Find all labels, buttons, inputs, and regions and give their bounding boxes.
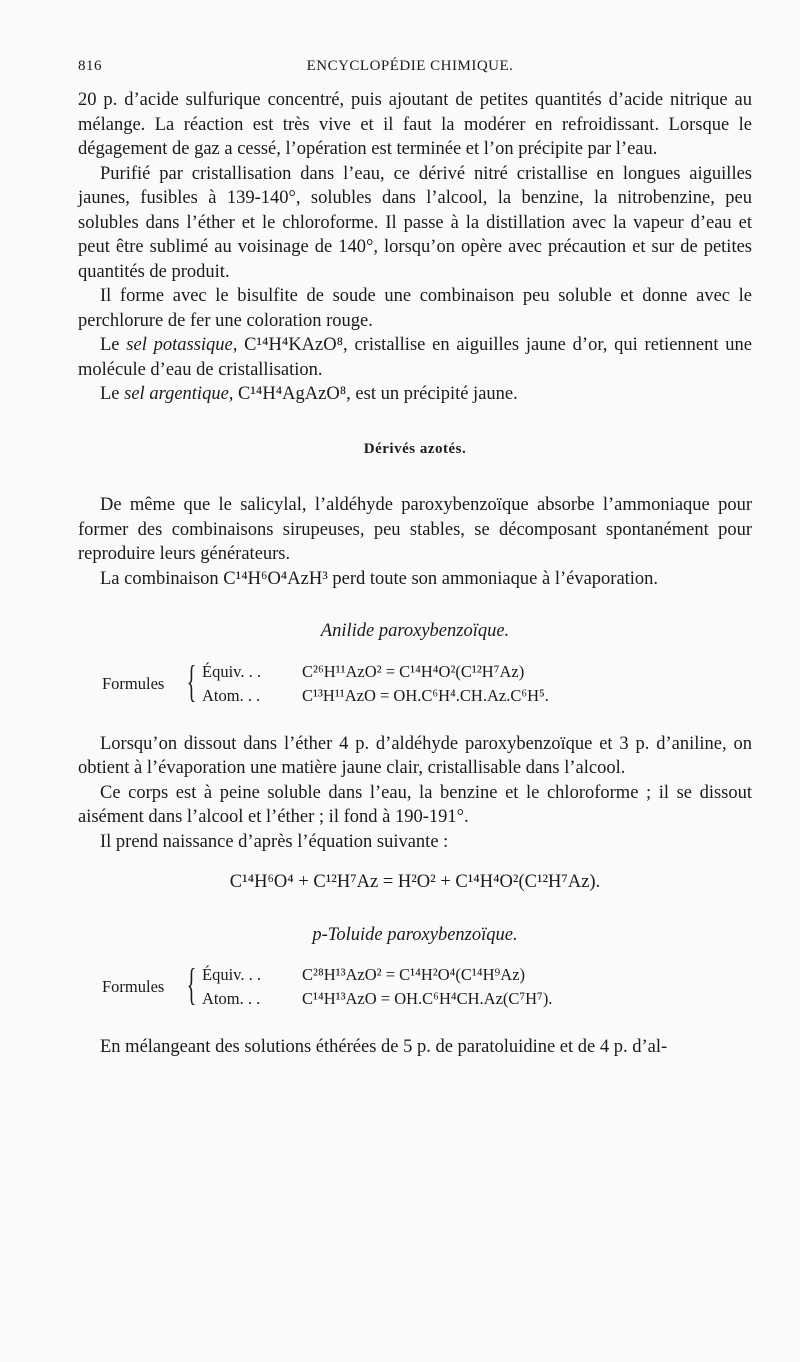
chemical-formula: C¹⁴H⁴AgAzO⁸, [238, 384, 351, 404]
subsection-heading: p-Toluide paroxybenzoïque. [312, 924, 518, 945]
paragraph-sel-argentique: Le sel argentique, C¹⁴H⁴AgAzO⁸, est un précipité jaune. [100, 384, 518, 404]
formula-row-equiv: Équiv. . . C²⁶H¹¹AzO² = C¹⁴H⁴O²(C¹²H⁷Az) [202, 661, 525, 681]
chemical-formula: C¹⁴H⁴KAzO⁸, [244, 335, 348, 355]
brace-glyph: { [186, 656, 197, 706]
paragraph: En mélangeant des solutions éthérées de 5 p. de paratoluidine et de 4 p. d’al- [100, 1037, 668, 1057]
formula-block [78, 957, 752, 1017]
paragraph: Il forme avec le bisulfite de soude une combinaison peu soluble et donne avec le perchlorure de fer une coloration rouge. [78, 286, 752, 331]
page-body [78, 88, 752, 1060]
formula-row-atom: Atom. . . C¹⁴H¹³AzO = OH.C⁶H⁴CH.Az(C⁷H⁷). [202, 989, 553, 1008]
paragraph: Ce corps est à peine soluble dans l’eau, la benzine et le chloroforme ; il se dissout aisément dans l’alcool et l’éther ; il fond à 190-191°. [78, 782, 752, 827]
formula-row-equiv: Équiv. . . C²⁸H¹³AzO² = C¹⁴H²O⁴(C¹⁴H⁹Az) [202, 965, 526, 984]
paragraph: Lorsqu’on dissout dans l’éther 4 p. d’aldéhyde paroxybenzoïque et 3 p. d’aniline, on obtient à l’évaporation une matière jaune clair, cristallisable dans l’alcool. [78, 733, 752, 778]
paragraph: De même que le salicylal, l’aldéhyde paroxybenzoïque absorbe l’ammoniaque pour former des combinaisons sirupeuses, peu stables, se décomposant spontanément pour reproduire leurs générateurs. [78, 495, 752, 564]
paragraph: Il prend naissance d’après l’équation suivante : [100, 831, 449, 852]
term: sel argentique, [124, 384, 234, 404]
brace-glyph: { [186, 960, 197, 1009]
running-header [78, 58, 742, 75]
term: sel potassique, [126, 335, 238, 355]
paragraph: Purifié par cristallisation dans l’eau, ce dérivé nitré cristallise en longues aiguilles jaunes, fusibles à 139-140°, solubles dans l’alcool, la benzine, la nitrobenzine, peu solubles dans l’éther et le chloroforme. Il passe à la distillation avec la vapeur d’eau et peut être sublimé au voisinage de 140°, lorsqu’on opère avec précaution et sur de petites quantités de produit. [78, 163, 752, 282]
paragraph: 20 p. d’acide sulfurique concentré, puis ajoutant de petites quantités d’acide nitrique au mélange. La réaction est très vive et il faut la modérer en refroidissant. Lorsque le dégagement de gaz a cessé, l’opération est terminée et l’on précipite par l’eau. [78, 90, 752, 159]
paragraph: La combinaison C¹⁴H⁶O⁴AzH³ perd toute son ammoniaque à l’évaporation. [100, 568, 659, 589]
page-number: 816 [78, 58, 102, 74]
paragraph-sel-potassique: Le sel potassique, C¹⁴H⁴KAzO⁸, cristallise en aiguilles jaune d’or, qui retiennent une molécule d’eau de cristallisation. [78, 335, 752, 380]
formula-row-atom: Atom. . . C¹³H¹¹AzO = OH.C⁶H⁴.CH.Az.C⁶H⁵. [202, 685, 549, 705]
formula-block [78, 654, 752, 714]
section-heading: Dérivés azotés. [363, 440, 467, 457]
formula-label: Formules [102, 673, 165, 693]
subsection-heading: Anilide paroxybenzoïque. [320, 621, 510, 641]
formula-label: Formules [102, 977, 165, 996]
reaction-equation: C¹⁴H⁶O⁴ + C¹²H⁷Az = H²O² + C¹⁴H⁴O²(C¹²H⁷Az). [229, 872, 601, 892]
running-title: ENCYCLOPÉDIE CHIMIQUE. [306, 58, 514, 74]
